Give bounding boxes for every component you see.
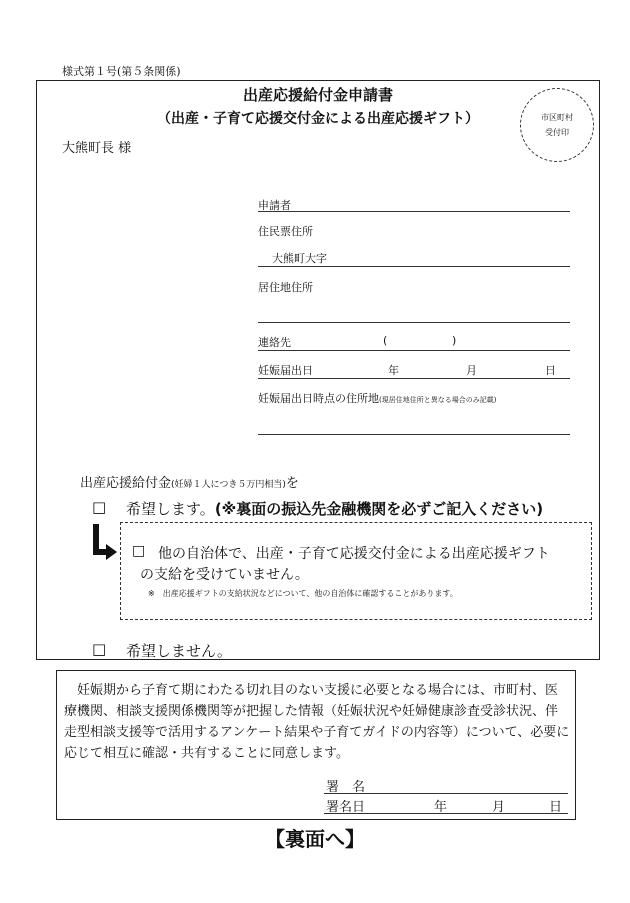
stamp-label-line2: 受付印	[545, 128, 569, 137]
stamp-label-line1: 市区町村	[541, 113, 573, 122]
benefit-request-line	[80, 472, 299, 491]
pregnancy-report-address-note: (現居住地住所と異なる場合のみ記載)	[379, 396, 497, 404]
applicant-label: 申請者	[258, 199, 291, 212]
pregnancy-report-date-label: 妊娠届出日	[258, 364, 313, 377]
contact-label: 連絡先	[258, 336, 291, 349]
signature-label: 署 名	[326, 780, 366, 795]
option-no-checkbox[interactable]: □	[92, 640, 107, 658]
option-yes-note: (※裏面の振込先金融機関を必ずご記入ください)	[214, 500, 544, 518]
residence-address-label: 居住地住所	[258, 281, 313, 294]
contact-close-paren: )	[452, 334, 457, 347]
signature-year-label: 年	[434, 800, 448, 815]
benefit-amount-note: (妊婦１人につき５万円相当)	[171, 480, 286, 490]
down-right-arrow-icon	[90, 522, 120, 564]
reception-stamp-area	[520, 88, 594, 162]
resident-address-field[interactable]	[258, 266, 570, 267]
form-subtitle: （出産・子育て応援交付金による出産応援ギフト）	[157, 111, 479, 127]
signature-day-label: 日	[549, 800, 563, 815]
pregnancy-report-date-field[interactable]	[258, 378, 570, 379]
consent-text: 妊娠期から子育て期にわたる切れ目のない支援に必要となる場合には、市町村、医療機関、相談支援関係機関等が把握した情報（妊娠状況や妊婦健康診査受診状況、伴走型相談支援等で活用するアンケート結果や子育てガイドの内容等）について、必要に応じて相互に確認・共有することに同意します。	[64, 683, 570, 761]
pregnancy-report-address-field[interactable]	[258, 434, 570, 435]
applicant-field[interactable]	[258, 211, 570, 212]
addressee: 大熊町長 様	[62, 141, 132, 156]
benefit-label: 出産応援給付金	[80, 476, 172, 491]
report-year-label: 年	[388, 364, 399, 377]
resident-address-label: 住民票住所	[258, 225, 313, 238]
option-yes	[126, 498, 543, 519]
residence-address-field[interactable]	[258, 322, 570, 323]
form-title: 出産応援給付金申請書	[242, 86, 393, 104]
benefit-particle: を	[285, 476, 299, 491]
signature-date-field[interactable]	[324, 813, 568, 814]
option-yes-checkbox[interactable]: □	[92, 498, 107, 516]
signature-field[interactable]	[324, 793, 568, 794]
option-yes-label: 希望します。	[126, 500, 215, 518]
pregnancy-report-address-label	[258, 390, 496, 406]
signature-month-label: 月	[492, 800, 506, 815]
signature-date-label: 署名日	[326, 800, 366, 815]
sub-checkbox-text-line2: の支給を受けていません。	[140, 567, 309, 583]
pregnancy-report-address-text: 妊娠届出日時点の住所地	[258, 392, 379, 405]
report-month-label: 月	[466, 364, 477, 377]
back-page-label: 【裏面へ】	[265, 827, 365, 851]
resident-address-value: 大熊町大字	[272, 252, 327, 265]
sub-note: ※ 出産応援ギフトの支給状況などについて、他の自治体に確認することがあります。	[148, 589, 458, 598]
sub-checkbox[interactable]: □	[132, 543, 146, 559]
contact-field[interactable]	[258, 350, 570, 351]
report-day-label: 日	[545, 364, 556, 377]
option-no-label: 希望しません。	[126, 642, 232, 660]
sub-checkbox-text-line1: 他の自治体で、出産・子育て応援交付金による出産応援ギフト	[158, 546, 550, 562]
contact-open-paren: (	[383, 334, 388, 347]
form-number: 様式第１号(第５条関係)	[62, 65, 181, 78]
